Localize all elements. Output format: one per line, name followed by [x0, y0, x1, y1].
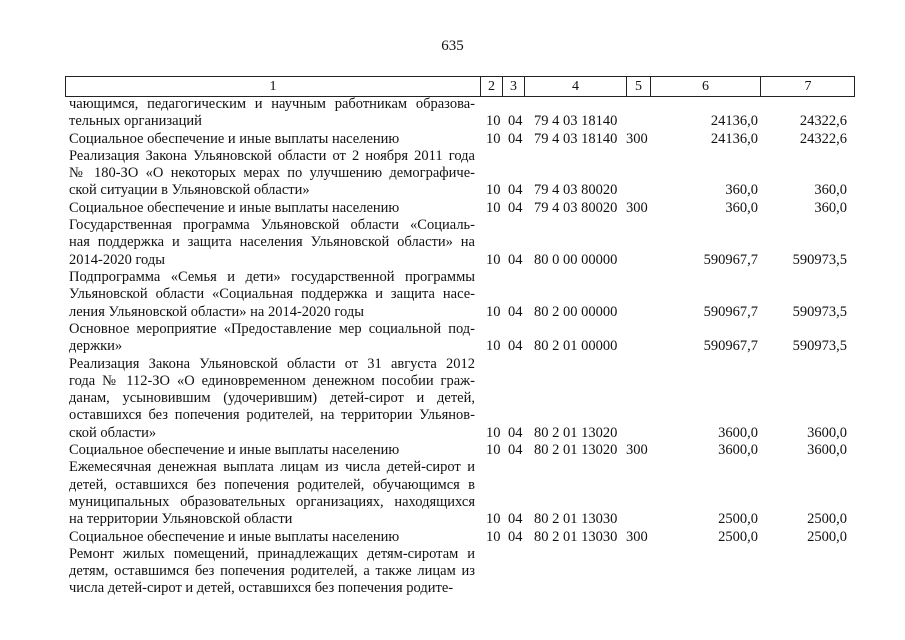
amount-year-2: 590973,5	[792, 338, 847, 355]
description-line: ная поддержка и защита населения Ульяновской области» на	[69, 234, 475, 251]
subsection-code: 04	[508, 113, 523, 130]
description-line: Основное мероприятие «Предоставление мер социальной под-	[69, 320, 475, 337]
subsection-code: 04	[508, 303, 523, 320]
table-row	[0, 148, 905, 200]
amount-year-2: 360,0	[814, 199, 847, 216]
row-description	[69, 269, 475, 321]
row-description	[69, 217, 475, 269]
subsection-code: 04	[508, 251, 523, 268]
row-description	[69, 200, 475, 217]
table-row	[0, 529, 905, 546]
amount-year-1: 24136,0	[710, 130, 758, 147]
description-line: ления Ульяновской области» на 2014-2020 годы	[69, 303, 364, 320]
amount-year-1: 360,0	[725, 199, 758, 216]
subsection-code: 04	[508, 182, 523, 199]
target-article-code: 79 4 03 80020	[534, 199, 618, 216]
amount-year-2: 3600,0	[807, 442, 847, 458]
table-header	[65, 76, 855, 97]
description-line: на территории Ульяновской области	[69, 511, 293, 528]
amount-year-1: 590967,7	[703, 303, 758, 320]
section-code: 10	[486, 528, 501, 545]
section-code: 10	[486, 424, 501, 441]
amount-year-2: 2500,0	[807, 511, 847, 528]
description-line: Социальное обеспечение и иные выплаты населению	[69, 442, 400, 458]
amount-year-2: 590973,5	[792, 251, 847, 268]
expense-type-code: 300	[626, 442, 648, 458]
description-line: данам, усыновившим (удочерившим) детей-сирот и детей,	[69, 390, 475, 407]
target-article-code: 80 2 00 00000	[534, 303, 618, 320]
header-col-3: 3	[502, 77, 524, 96]
header-col-7: 7	[760, 77, 855, 96]
target-article-code: 80 2 01 13030	[534, 511, 618, 528]
description-line: Подпрограмма «Семья и дети» государственной программы	[69, 269, 475, 285]
row-description	[69, 131, 475, 148]
amount-year-1: 2500,0	[718, 511, 758, 528]
subsection-code: 04	[508, 199, 523, 216]
description-line: года № 112-ЗО «О единовременном денежном пособии граж-	[69, 372, 475, 389]
description-line: Реализация Закона Ульяновской области от 2 ноября 2011 года	[69, 147, 475, 164]
table-row	[0, 442, 905, 459]
target-article-code: 79 4 03 18140	[534, 113, 618, 130]
section-code: 10	[486, 251, 501, 268]
description-line: муниципальных образовательных организациях, находящихся	[69, 493, 475, 510]
header-col-1: 1	[269, 79, 277, 94]
page-number: 635	[441, 38, 464, 54]
section-code: 10	[486, 113, 501, 130]
table-row	[0, 96, 905, 131]
description-line: Реализация Закона Ульяновской области от 31 августа 2012	[69, 355, 475, 372]
description-line: держки»	[69, 338, 123, 355]
section-code: 10	[486, 338, 501, 355]
subsection-code: 04	[508, 511, 523, 528]
header-col-4: 4	[524, 77, 626, 96]
section-code: 10	[486, 130, 501, 147]
expense-type-code: 300	[626, 130, 648, 147]
row-description	[69, 96, 475, 131]
section-code: 10	[486, 199, 501, 216]
description-line: детям, оставшимся без попечения родителей, а также лицам из	[69, 563, 475, 580]
description-line: Социальное обеспечение и иные выплаты населению	[69, 528, 400, 545]
subsection-code: 04	[508, 338, 523, 355]
subsection-code: 04	[508, 528, 523, 545]
description-line: ской ситуации в Ульяновской области»	[69, 182, 310, 199]
row-description	[69, 321, 475, 356]
row-description	[69, 459, 475, 528]
table-row	[0, 321, 905, 356]
amount-year-1: 590967,7	[703, 251, 758, 268]
row-description	[69, 442, 475, 459]
description-line: Социальное обеспечение и иные выплаты населению	[69, 130, 400, 147]
table-row	[0, 356, 905, 443]
subsection-code: 04	[508, 424, 523, 441]
amount-year-1: 360,0	[725, 182, 758, 199]
description-line: числа детей-сирот и детей, оставшихся без попечения родите-	[69, 580, 454, 597]
expense-type-code: 300	[626, 199, 648, 216]
target-article-code: 80 0 00 00000	[534, 251, 618, 268]
subsection-code: 04	[508, 130, 523, 147]
description-line: тельных организаций	[69, 113, 202, 130]
section-code: 10	[486, 511, 501, 528]
description-line: ской области»	[69, 424, 157, 441]
amount-year-1: 3600,0	[718, 424, 758, 441]
table-row	[0, 131, 905, 148]
description-line: детей, оставшихся без попечения родителей, обучающимся в	[69, 476, 475, 493]
description-line: чающимся, педагогическим и научным работникам образова-	[69, 96, 475, 112]
target-article-code: 80 2 01 13020	[534, 424, 618, 441]
row-description	[69, 148, 475, 200]
table-row	[0, 459, 905, 528]
amount-year-2: 24322,6	[799, 130, 847, 147]
amount-year-2: 24322,6	[799, 113, 847, 130]
expense-type-code: 300	[626, 528, 648, 545]
target-article-code: 80 2 01 13020	[534, 442, 618, 458]
description-line: № 180-ЗО «О некоторых мерах по улучшению демографиче-	[69, 165, 475, 182]
description-line: Ремонт жилых помещений, принадлежащих детям-сиротам и	[69, 545, 475, 562]
subsection-code: 04	[508, 442, 523, 458]
header-col-2: 2	[480, 77, 502, 96]
target-article-code: 79 4 03 80020	[534, 182, 618, 199]
header-col-6: 6	[650, 77, 760, 96]
amount-year-1: 590967,7	[703, 338, 758, 355]
amount-year-2: 590973,5	[792, 303, 847, 320]
table-row	[0, 217, 905, 269]
description-line: Государственная программа Ульяновской области «Социаль-	[69, 217, 475, 234]
target-article-code: 80 2 01 00000	[534, 338, 618, 355]
section-code: 10	[486, 442, 501, 458]
row-description	[69, 356, 475, 442]
amount-year-1: 24136,0	[710, 113, 758, 130]
amount-year-1: 3600,0	[718, 442, 758, 458]
target-article-code: 80 2 01 13030	[534, 528, 618, 545]
amount-year-2: 360,0	[814, 182, 847, 199]
description-line: Ежемесячная денежная выплата лицам из числа детей-сирот и	[69, 459, 475, 476]
row-description	[69, 529, 475, 546]
description-line: 2014-2020 годы	[69, 251, 165, 268]
description-line: Социальное обеспечение и иные выплаты населению	[69, 199, 400, 216]
amount-year-2: 2500,0	[807, 528, 847, 545]
table-row	[0, 269, 905, 321]
section-code: 10	[486, 182, 501, 199]
row-description	[69, 546, 475, 598]
table-row	[0, 546, 905, 598]
description-line: оставшихся без попечения родителей, на территории Ульянов-	[69, 407, 475, 424]
section-code: 10	[486, 303, 501, 320]
target-article-code: 79 4 03 18140	[534, 130, 618, 147]
header-col-5: 5	[626, 77, 650, 96]
table-row	[0, 200, 905, 217]
amount-year-2: 3600,0	[807, 424, 847, 441]
amount-year-1: 2500,0	[718, 528, 758, 545]
description-line: Ульяновской области «Социальная поддержка и защита насе-	[69, 286, 475, 303]
